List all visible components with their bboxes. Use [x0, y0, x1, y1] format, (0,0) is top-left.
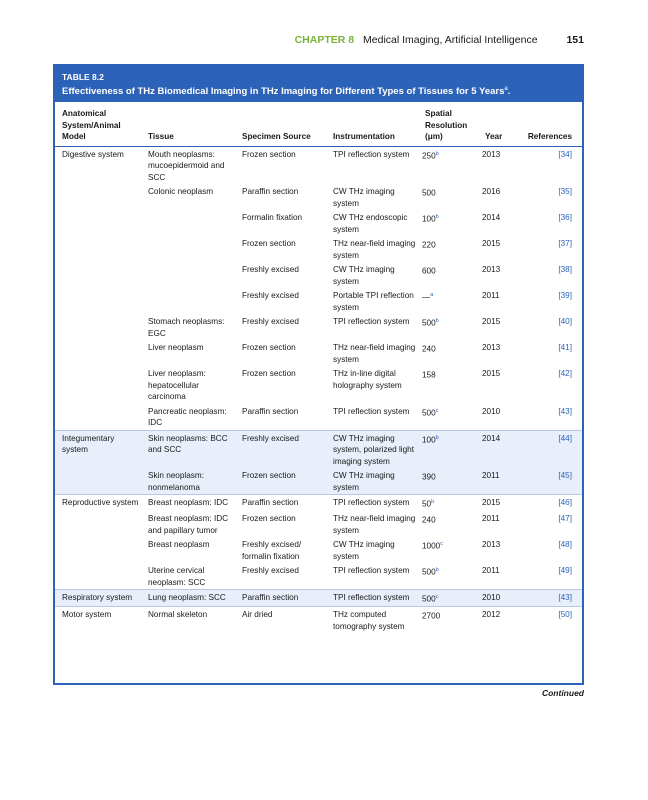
cell-resolution-text: 500	[422, 408, 436, 418]
cell-year-text: 2011	[482, 514, 500, 524]
table-row	[55, 146, 582, 184]
cell-resolution	[418, 236, 478, 262]
header-references: References	[527, 132, 572, 141]
cell-instrumentation-text: TPI reflection system	[333, 406, 410, 416]
cell-reference-text: [42]	[558, 369, 572, 378]
cell-tissue	[141, 262, 235, 288]
table-row	[55, 607, 582, 634]
cell-reference-text: [35]	[558, 187, 572, 196]
header-resolution: Spatial Resolution (μm)	[425, 109, 468, 141]
table-row	[55, 590, 582, 607]
cell-specimen-text: Air dried	[242, 610, 273, 620]
cell-instrumentation-text: TPI reflection system	[333, 149, 410, 159]
cell-resolution	[418, 495, 478, 512]
cell-system	[55, 184, 141, 210]
cell-system	[55, 590, 141, 607]
cell-reference	[518, 495, 582, 512]
cell-resolution-text: 100	[422, 214, 436, 224]
data-table	[55, 102, 582, 633]
cell-specimen	[235, 340, 326, 366]
footnote-mark: b	[435, 567, 439, 574]
cell-specimen-text: Freshly excised	[242, 265, 299, 274]
cell-year	[478, 511, 518, 537]
cell-tissue-text: Skin neoplasms: BCC and SCC	[148, 433, 228, 454]
cell-instrumentation	[326, 590, 418, 607]
cell-resolution	[418, 210, 478, 236]
cell-year-text: 2011	[482, 291, 500, 300]
page-number: 151	[566, 34, 584, 46]
cell-specimen-text: Freshly excised	[242, 566, 299, 576]
cell-resolution	[418, 607, 478, 634]
cell-instrumentation-text: CW THz imaging system	[333, 540, 395, 561]
table-row	[55, 366, 582, 404]
cell-reference-text: [48]	[558, 540, 572, 550]
table-row	[55, 430, 582, 468]
cell-specimen-text: Freshly excised/ formalin fixation	[242, 540, 302, 561]
cell-system-text: Motor system	[62, 610, 112, 620]
cell-tissue-text: Colonic neoplasm	[148, 187, 214, 196]
cell-resolution-text: 158	[422, 370, 436, 380]
footnote-mark: c	[435, 407, 439, 414]
cell-instrumentation	[326, 495, 418, 512]
cell-instrumentation-text: CW THz imaging system, polarized light imaging system	[333, 433, 414, 466]
cell-specimen	[235, 404, 326, 431]
cell-tissue-text: Uterine cervical neoplasm: SCC	[148, 566, 206, 587]
cell-reference	[518, 404, 582, 431]
cell-year-text: 2013	[482, 540, 501, 550]
cell-reference-text: [43]	[558, 406, 572, 416]
cell-year-text: 2013	[482, 343, 501, 352]
cell-year	[478, 590, 518, 607]
cell-reference-text: [40]	[558, 317, 572, 326]
cell-tissue	[141, 146, 235, 184]
cell-resolution	[418, 563, 478, 590]
table-caption-text: Effectiveness of THz Biomedical Imaging in THz Imaging for Different Types of Tissues for 5 Years	[62, 86, 505, 98]
cell-system-text: Integumentary system	[62, 433, 115, 454]
cell-instrumentation-text: THz near-field imaging system	[333, 514, 416, 535]
cell-year	[478, 537, 518, 563]
cell-year	[478, 563, 518, 590]
cell-resolution-text: 50	[422, 499, 432, 509]
cell-system	[55, 236, 141, 262]
cell-resolution	[418, 468, 478, 495]
cell-specimen-text: Paraffin section	[242, 187, 299, 196]
cell-specimen-text: Paraffin section	[242, 406, 299, 416]
cell-instrumentation	[326, 146, 418, 184]
cell-year-text: 2011	[482, 471, 500, 480]
cell-specimen-text: Freshly excised	[242, 317, 299, 326]
cell-instrumentation-text: Portable TPI reflection system	[333, 291, 414, 312]
header-instrumentation: Instrumentation	[333, 132, 395, 141]
cell-reference	[518, 607, 582, 634]
cell-year	[478, 210, 518, 236]
table-row	[55, 468, 582, 495]
table-frame	[53, 64, 584, 685]
cell-tissue-text: Skin neoplasm: nonmelanoma	[148, 471, 204, 492]
cell-system	[55, 288, 141, 314]
cell-tissue	[141, 314, 235, 340]
cell-year	[478, 288, 518, 314]
cell-reference-text: [36]	[558, 213, 572, 222]
cell-resolution-text: 500	[422, 318, 436, 328]
cell-instrumentation-text: THz computed tomography system	[333, 610, 405, 631]
cell-resolution	[418, 288, 478, 314]
chapter-label: CHAPTER 8	[294, 34, 355, 46]
cell-reference-text: [34]	[558, 149, 572, 159]
cell-reference-text: [37]	[558, 239, 572, 248]
cell-tissue	[141, 495, 235, 512]
cell-instrumentation	[326, 288, 418, 314]
table-label: TABLE 8.2	[62, 72, 104, 82]
footnote-mark: b	[435, 214, 439, 220]
cell-tissue	[141, 590, 235, 607]
cell-tissue-text: Stomach neoplasms: EGC	[148, 317, 225, 338]
cell-specimen	[235, 210, 326, 236]
cell-reference	[518, 184, 582, 210]
cell-instrumentation	[326, 511, 418, 537]
cell-reference	[518, 563, 582, 590]
cell-reference	[518, 340, 582, 366]
footnote-mark: b	[435, 434, 439, 441]
table-row	[55, 563, 582, 590]
cell-tissue	[141, 340, 235, 366]
cell-specimen	[235, 468, 326, 495]
caption-footnote-mark: a	[504, 86, 508, 92]
cell-resolution-text: —	[422, 292, 431, 302]
cell-year-text: 2015	[482, 239, 501, 248]
cell-resolution-text: 600	[422, 266, 436, 276]
cell-system	[55, 404, 141, 431]
cell-resolution-text: 220	[422, 240, 436, 250]
table-row	[55, 404, 582, 431]
table-row	[55, 236, 582, 262]
cell-resolution-text: 1000	[422, 541, 441, 551]
cell-instrumentation-text: CW THz imaging system	[333, 265, 395, 286]
cell-resolution	[418, 340, 478, 366]
cell-system	[55, 468, 141, 495]
cell-year	[478, 262, 518, 288]
cell-system	[55, 366, 141, 404]
cell-reference	[518, 537, 582, 563]
cell-tissue	[141, 537, 235, 563]
cell-instrumentation-text: THz in-line digital holography system	[333, 369, 402, 390]
cell-instrumentation-text: CW THz imaging system	[333, 187, 395, 208]
cell-specimen	[235, 288, 326, 314]
cell-tissue-text: Pancreatic neoplasm: IDC	[148, 406, 227, 427]
cell-tissue	[141, 468, 235, 495]
cell-reference	[518, 210, 582, 236]
table-row	[55, 340, 582, 366]
cell-year	[478, 607, 518, 634]
cell-instrumentation-text: TPI reflection system	[333, 566, 410, 576]
cell-specimen	[235, 590, 326, 607]
cell-resolution-text: 390	[422, 472, 436, 482]
cell-resolution-text: 100	[422, 435, 436, 445]
cell-reference	[518, 430, 582, 468]
cell-instrumentation	[326, 404, 418, 431]
cell-year	[478, 314, 518, 340]
cell-tissue	[141, 366, 235, 404]
cell-system	[55, 537, 141, 563]
cell-instrumentation	[326, 236, 418, 262]
cell-resolution	[418, 366, 478, 404]
cell-specimen-text: Frozen section	[242, 239, 296, 248]
footnote-mark: b	[435, 318, 439, 324]
cell-reference-text: [44]	[558, 433, 572, 443]
cell-reference	[518, 288, 582, 314]
cell-specimen	[235, 146, 326, 184]
table-header	[55, 66, 582, 102]
cell-system	[55, 511, 141, 537]
cell-instrumentation	[326, 210, 418, 236]
cell-specimen-text: Frozen section	[242, 514, 296, 524]
cell-instrumentation-text: TPI reflection system	[333, 498, 410, 507]
footnote-mark: c	[440, 541, 443, 548]
cell-reference	[518, 236, 582, 262]
chapter-title: Medical Imaging, Artificial Intelligence	[363, 34, 538, 46]
cell-resolution-text: 500	[422, 567, 436, 577]
cell-system-text: Respiratory system	[62, 593, 133, 603]
cell-reference	[518, 468, 582, 495]
footnote-mark: c	[435, 594, 439, 601]
cell-specimen	[235, 430, 326, 468]
cell-year-text: 2013	[482, 149, 501, 159]
cell-resolution	[418, 404, 478, 431]
cell-year-text: 2012	[482, 610, 501, 620]
cell-specimen	[235, 236, 326, 262]
cell-year	[478, 468, 518, 495]
cell-reference-text: [46]	[558, 498, 572, 507]
cell-year-text: 2010	[482, 593, 501, 603]
cell-system-text: Digestive system	[62, 149, 124, 159]
cell-tissue-text: Normal skeleton	[148, 610, 208, 620]
cell-resolution	[418, 314, 478, 340]
cell-system	[55, 210, 141, 236]
cell-reference-text: [49]	[558, 566, 572, 576]
cell-specimen-text: Formalin fixation	[242, 213, 303, 222]
cell-specimen	[235, 563, 326, 590]
cell-tissue	[141, 184, 235, 210]
cell-reference-text: [38]	[558, 265, 572, 274]
cell-system	[55, 607, 141, 634]
cell-system	[55, 314, 141, 340]
table-row	[55, 537, 582, 563]
cell-year	[478, 184, 518, 210]
cell-tissue-text: Lung neoplasm: SCC	[148, 593, 226, 603]
cell-reference	[518, 511, 582, 537]
cell-instrumentation	[326, 340, 418, 366]
cell-year	[478, 495, 518, 512]
table-row	[55, 288, 582, 314]
cell-year	[478, 366, 518, 404]
cell-tissue	[141, 210, 235, 236]
cell-reference-text: [43]	[558, 593, 572, 603]
cell-year-text: 2015	[482, 317, 501, 326]
cell-instrumentation-text: TPI reflection system	[333, 317, 410, 326]
cell-reference	[518, 366, 582, 404]
cell-reference-text: [39]	[558, 291, 572, 300]
header-row	[55, 102, 582, 146]
cell-resolution	[418, 262, 478, 288]
table-row	[55, 262, 582, 288]
cell-year-text: 2014	[482, 213, 501, 222]
cell-tissue	[141, 404, 235, 431]
cell-instrumentation	[326, 430, 418, 468]
cell-tissue-text: Breast neoplasm	[148, 540, 210, 550]
footnote-mark: b	[435, 150, 439, 157]
cell-resolution-text: 240	[422, 344, 436, 354]
continued-label: Continued	[541, 688, 584, 698]
table-head	[55, 102, 582, 146]
cell-instrumentation	[326, 607, 418, 634]
cell-system-text: Reproductive system	[62, 498, 139, 507]
cell-specimen-text: Freshly excised	[242, 291, 299, 300]
table-caption: Effectiveness of THz Biomedical Imaging in THz Imaging for Different Types of Tissues for 5 Years$^a$.	[62, 86, 511, 98]
cell-instrumentation	[326, 314, 418, 340]
cell-reference	[518, 314, 582, 340]
cell-instrumentation-text: TPI reflection system	[333, 593, 410, 603]
cell-specimen-text: Freshly excised	[242, 433, 299, 443]
cell-system	[55, 262, 141, 288]
cell-specimen-text: Paraffin section	[242, 593, 299, 603]
cell-specimen-text: Paraffin section	[242, 498, 299, 507]
cell-resolution-text: 2700	[422, 612, 441, 622]
cell-reference	[518, 146, 582, 184]
cell-resolution	[418, 184, 478, 210]
cell-system	[55, 340, 141, 366]
cell-reference-text: [45]	[558, 471, 572, 480]
cell-specimen	[235, 366, 326, 404]
cell-instrumentation	[326, 563, 418, 590]
cell-instrumentation	[326, 537, 418, 563]
cell-specimen	[235, 607, 326, 634]
cell-specimen	[235, 495, 326, 512]
cell-year	[478, 430, 518, 468]
cell-specimen	[235, 262, 326, 288]
table-row	[55, 314, 582, 340]
cell-instrumentation	[326, 262, 418, 288]
cell-year	[478, 236, 518, 262]
header-specimen: Specimen Source	[242, 132, 311, 141]
cell-reference	[518, 262, 582, 288]
cell-resolution	[418, 537, 478, 563]
cell-year-text: 2014	[482, 433, 501, 443]
cell-tissue	[141, 236, 235, 262]
cell-reference-text: [50]	[558, 610, 572, 620]
cell-specimen-text: Frozen section	[242, 343, 296, 352]
header-system: Anatomical System/Animal Model	[62, 109, 121, 141]
cell-resolution-text: 500	[422, 594, 436, 604]
cell-specimen-text: Frozen section	[242, 149, 296, 159]
cell-year-text: 2010	[482, 406, 501, 416]
cell-instrumentation-text: CW THz imaging system	[333, 471, 395, 492]
cell-resolution	[418, 590, 478, 607]
cell-system	[55, 430, 141, 468]
cell-resolution-text: 250	[422, 151, 436, 161]
cell-year-text: 2013	[482, 265, 501, 274]
cell-resolution	[418, 511, 478, 537]
cell-specimen	[235, 537, 326, 563]
cell-tissue	[141, 511, 235, 537]
cell-instrumentation-text: THz near-field imaging system	[333, 343, 416, 364]
cell-year-text: 2015	[482, 369, 501, 378]
running-head	[0, 34, 584, 46]
cell-resolution-text: 500	[422, 188, 436, 198]
cell-specimen-text: Frozen section	[242, 369, 296, 378]
cell-system	[55, 146, 141, 184]
cell-tissue-text: Mouth neoplasms: mucoepidermoid and SCC	[148, 149, 225, 182]
cell-year	[478, 340, 518, 366]
footnote-mark: a	[430, 292, 434, 298]
table-row	[55, 495, 582, 512]
table-row	[55, 511, 582, 537]
cell-instrumentation	[326, 468, 418, 495]
cell-tissue-text: Breast neoplasm: IDC and papillary tumor	[148, 514, 229, 535]
cell-reference-text: [41]	[558, 343, 572, 352]
cell-specimen	[235, 184, 326, 210]
cell-system	[55, 495, 141, 512]
cell-year-text: 2011	[482, 566, 500, 576]
cell-tissue-text: Breast neoplasm: IDC	[148, 498, 229, 507]
cell-resolution-text: 240	[422, 515, 436, 525]
table-row	[55, 210, 582, 236]
cell-tissue	[141, 563, 235, 590]
cell-reference	[518, 590, 582, 607]
cell-tissue-text: Liver neoplasm	[148, 343, 204, 352]
cell-reference-text: [47]	[558, 514, 572, 524]
cell-year	[478, 404, 518, 431]
cell-tissue	[141, 607, 235, 634]
cell-resolution	[418, 146, 478, 184]
cell-system	[55, 563, 141, 590]
header-year: Year	[485, 132, 503, 141]
cell-instrumentation-text: THz near-field imaging system	[333, 239, 416, 260]
cell-specimen	[235, 511, 326, 537]
cell-instrumentation-text: CW THz endoscopic system	[333, 213, 408, 234]
footnote-mark: b	[431, 499, 435, 505]
table-row	[55, 184, 582, 210]
cell-year-text: 2016	[482, 187, 501, 196]
header-tissue: Tissue	[148, 132, 174, 141]
cell-specimen-text: Frozen section	[242, 471, 296, 480]
cell-tissue	[141, 430, 235, 468]
cell-instrumentation	[326, 184, 418, 210]
cell-year	[478, 146, 518, 184]
cell-tissue-text: Liver neoplasm: hepatocellular carcinoma	[148, 369, 206, 401]
cell-year-text: 2015	[482, 498, 501, 507]
cell-instrumentation	[326, 366, 418, 404]
table-body	[55, 146, 582, 633]
cell-specimen	[235, 314, 326, 340]
cell-resolution	[418, 430, 478, 468]
cell-tissue	[141, 288, 235, 314]
